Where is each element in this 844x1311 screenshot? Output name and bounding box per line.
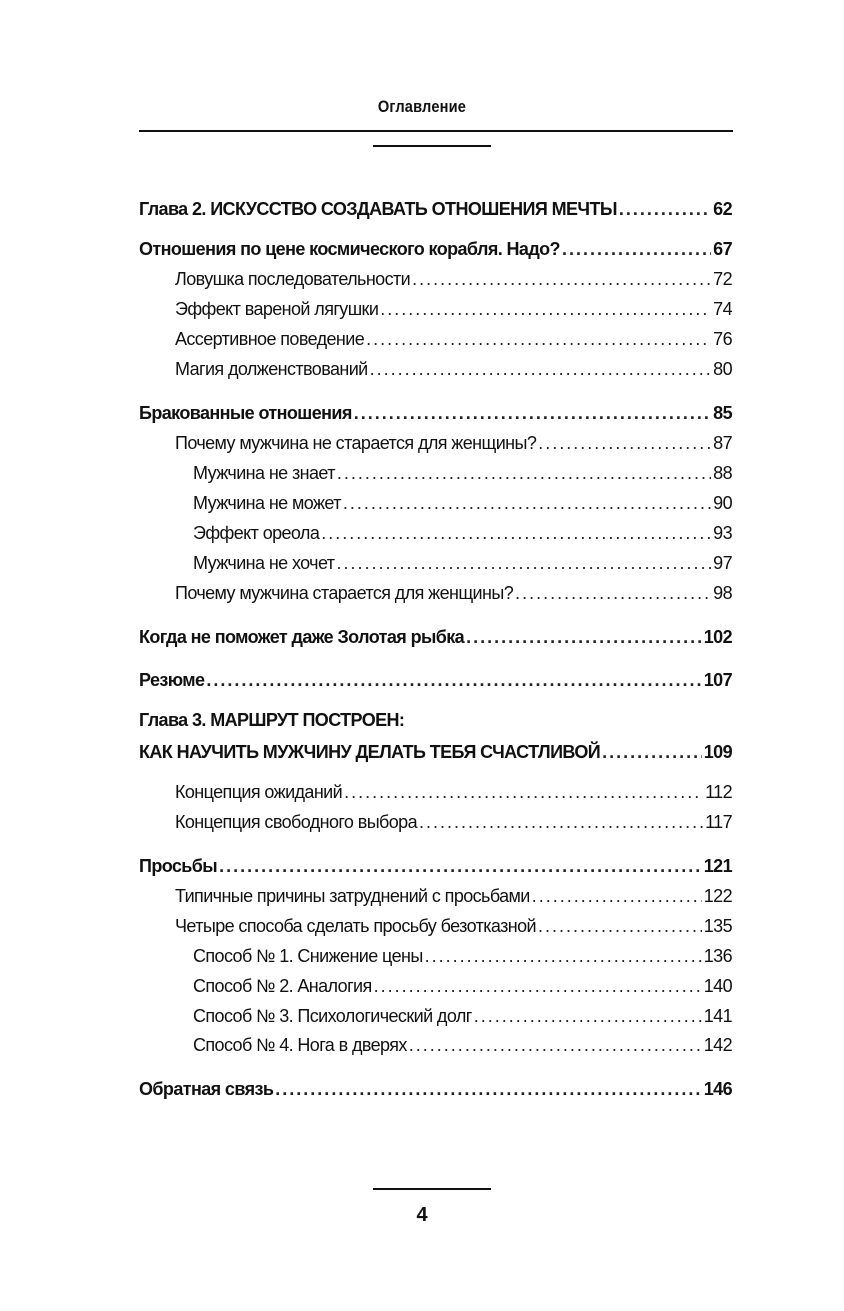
toc-entry[interactable] xyxy=(193,549,732,573)
toc-entry[interactable] xyxy=(139,852,732,876)
toc-entry-page: 122 xyxy=(703,886,732,906)
toc-entry-page: 102 xyxy=(703,627,732,647)
toc-entry-title: Четыре способа сделать просьбу безотказной xyxy=(175,916,536,936)
toc-entry-page: 76 xyxy=(713,329,732,349)
dot-leader xyxy=(515,583,711,603)
toc-entry-title: Эффект ореола xyxy=(193,523,320,543)
dot-leader xyxy=(374,976,702,996)
dot-leader xyxy=(474,1006,702,1026)
toc-entry-title: Бракованные отношения xyxy=(139,403,352,423)
toc-entry-title: Глава 2. ИСКУССТВО СОЗДАВАТЬ ОТНОШЕНИЯ МЕЧТЫ xyxy=(139,199,617,219)
dot-leader xyxy=(425,946,702,966)
dot-leader xyxy=(409,1035,702,1055)
toc-entry[interactable] xyxy=(193,942,732,966)
toc-entry[interactable] xyxy=(175,295,732,319)
toc-entry-title: Мужчина не может xyxy=(193,493,341,513)
toc-entry-page: 88 xyxy=(713,463,732,483)
dot-leader xyxy=(538,433,711,453)
dot-leader xyxy=(412,269,711,289)
toc-entry-page: 90 xyxy=(713,493,732,513)
toc-entry[interactable] xyxy=(175,355,732,379)
toc-entry-title: Типичные причины затруднений с просьбами xyxy=(175,886,530,906)
toc-entry-page: 146 xyxy=(703,1079,732,1099)
toc-entry-title: Способ № 3. Психологический долг xyxy=(193,1006,472,1026)
toc-entry-title: Почему мужчина не старается для женщины? xyxy=(175,433,537,453)
toc-entry[interactable] xyxy=(193,1031,732,1055)
toc-entry-page: 141 xyxy=(703,1006,732,1026)
toc-entry-page: 98 xyxy=(713,583,732,603)
toc-entry-page: 93 xyxy=(713,523,732,543)
toc-entry-page: 74 xyxy=(713,299,732,319)
toc-entry-title: Почему мужчина старается для женщины? xyxy=(175,583,514,603)
toc-entry-title: Просьбы xyxy=(139,856,218,876)
dot-leader xyxy=(366,329,711,349)
toc-entry[interactable] xyxy=(175,579,732,603)
toc-entry[interactable] xyxy=(175,808,732,832)
toc-entry-chapter-3[interactable] xyxy=(139,738,732,762)
dot-leader xyxy=(219,856,702,876)
toc-entry-page: 117 xyxy=(705,812,732,832)
toc-entry-page: 80 xyxy=(713,359,732,379)
dot-leader xyxy=(336,553,711,573)
dot-leader xyxy=(466,627,702,647)
toc-entry[interactable] xyxy=(193,459,732,483)
toc-entry-title: Способ № 1. Снижение цены xyxy=(193,946,423,966)
toc-entry-title: Резюме xyxy=(139,670,205,690)
toc-entry-title: Мужчина не знает xyxy=(193,463,335,483)
toc-entry[interactable] xyxy=(193,489,732,513)
toc-entry-title: Способ № 2. Аналогия xyxy=(193,976,372,996)
page-number: 4 xyxy=(416,1204,428,1226)
dot-leader xyxy=(337,463,711,483)
dot-leader xyxy=(275,1079,701,1099)
toc-entry-page: 112 xyxy=(705,782,732,802)
toc-entry-title: Ловушка последовательности xyxy=(175,269,411,289)
toc-entry-page: 121 xyxy=(703,856,732,876)
toc-entry-title: Концепция свободного выбора xyxy=(175,812,417,832)
toc-entry[interactable] xyxy=(193,519,732,543)
toc-entry-page: 140 xyxy=(703,976,732,996)
toc-entry-page: 142 xyxy=(703,1035,732,1055)
toc-entry[interactable] xyxy=(175,325,732,349)
dot-leader xyxy=(619,199,711,219)
toc-entry-title: Ассертивное поведение xyxy=(175,329,365,349)
toc-entry[interactable] xyxy=(139,1075,732,1099)
toc-entry[interactable] xyxy=(139,623,732,647)
dot-leader xyxy=(354,403,711,423)
toc-entry[interactable] xyxy=(175,429,732,453)
toc-entry-chapter-2[interactable] xyxy=(139,195,732,219)
dot-leader xyxy=(370,359,712,379)
toc-entry-page: 85 xyxy=(713,403,732,423)
toc-entry-title: Отношения по цене космического корабля. Надо? xyxy=(139,239,560,259)
toc-entry-page: 97 xyxy=(713,553,732,573)
dot-leader xyxy=(206,670,701,690)
toc-chapter-3-line1: Глава 3. МАРШРУТ ПОСТРОЕН: xyxy=(139,710,405,730)
dot-leader xyxy=(321,523,711,543)
toc-entry[interactable] xyxy=(139,235,732,259)
toc-entry[interactable] xyxy=(175,778,732,802)
toc-entry[interactable] xyxy=(139,399,732,423)
toc-entry[interactable] xyxy=(175,882,732,906)
dot-leader xyxy=(562,239,711,259)
toc-entry-title: Когда не поможет даже Золотая рыбка xyxy=(139,627,465,647)
dot-leader xyxy=(538,916,702,936)
toc-entry-title: Обратная связь xyxy=(139,1079,274,1099)
dot-leader xyxy=(602,742,702,762)
toc-entry-title: Концепция ожиданий xyxy=(175,782,343,802)
toc-entry-page: 109 xyxy=(703,742,732,762)
toc-entry-title: Магия долженствований xyxy=(175,359,368,379)
footer-rule xyxy=(373,1188,491,1190)
toc-entry-page: 62 xyxy=(713,199,732,219)
dot-leader xyxy=(343,493,711,513)
toc-entry-page: 67 xyxy=(713,239,732,259)
toc-entry-page: 107 xyxy=(703,670,732,690)
toc-entry[interactable] xyxy=(175,912,732,936)
toc-entry[interactable] xyxy=(193,972,732,996)
toc-entry-page: 135 xyxy=(703,916,732,936)
running-header: Оглавление xyxy=(377,97,467,116)
toc-entry-title: Мужчина не хочет xyxy=(193,553,335,573)
toc-entry-title: КАК НАУЧИТЬ МУЖЧИНУ ДЕЛАТЬ ТЕБЯ СЧАСТЛИВОЙ xyxy=(139,742,601,762)
dot-leader xyxy=(344,782,703,802)
toc-entry[interactable] xyxy=(139,666,732,690)
toc-entry-page: 87 xyxy=(713,433,732,453)
toc-entry[interactable] xyxy=(193,1002,732,1026)
dot-leader xyxy=(419,812,703,832)
toc-entry-page: 136 xyxy=(703,946,732,966)
toc-entry-page: 72 xyxy=(713,269,732,289)
toc-entry-title: Способ № 4. Нога в дверях xyxy=(193,1035,407,1055)
dot-leader xyxy=(532,886,702,906)
toc-entry[interactable] xyxy=(175,265,732,289)
toc-entry-title: Эффект вареной лягушки xyxy=(175,299,379,319)
dot-leader xyxy=(380,299,711,319)
